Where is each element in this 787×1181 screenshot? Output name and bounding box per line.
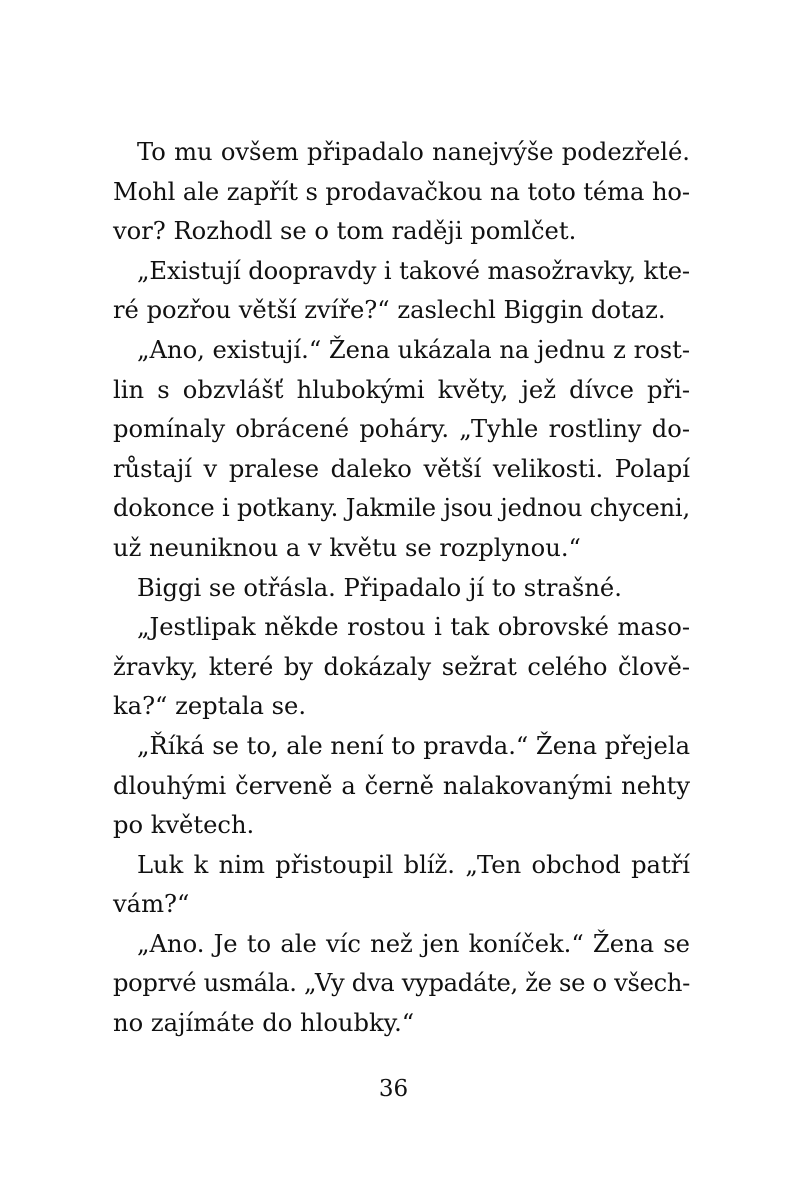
page-number: 36 [378,1076,409,1102]
text-line: Luk k nim přistoupil blíž. „Ten obchod patří [137,850,690,879]
text-line: ré pozřou větší zvíře?“ zaslechl Biggin dotaz. [113,296,666,325]
text-line: Biggi se otřásla. Připadalo jí to strašné. [137,573,622,602]
text-line: no zajímáte do hloubky.“ [113,1009,415,1038]
text-line: „Ano. Je to ale víc než jen koníček.“ Žena se [137,929,690,958]
text-line: Mohl ale zapřít s prodavačkou na toto téma ho- [113,177,690,206]
text-line: žravky, které by dokázaly sežrat celého člově- [113,652,690,681]
text-line: ka?“ zeptala se. [113,692,307,721]
text-line: To mu ovšem připadalo nanejvýše podezřelé. [137,138,690,166]
text-line: lin s obzvlášť hlubokými květy, jež dívce při- [113,375,690,404]
text-line: pomínaly obrácené poháry. „Tyhle rostliny do- [113,415,690,444]
text-line: dokonce i potkany. Jakmile jsou jednou chyceni, [113,494,690,523]
text-line: vor? Rozhodl se o tom raději pomlčet. [113,217,577,246]
text-line: „Jestlipak někde rostou i tak obrovské maso- [137,613,690,642]
text-line: „Ano, existují.“ Žena ukázala na jednu z rost- [137,335,690,364]
text-line: po květech. [113,811,255,840]
text-line: dlouhými červeně a černě nalakovanými nehty [113,771,690,800]
text-line: „Existují doopravdy i takové masožravky, kte- [137,256,690,285]
text-line: vám?“ [113,890,190,919]
text-line: „Říká se to, ale není to pravda.“ Žena přejela [137,731,690,760]
text-line: růstají v pralese daleko větší velikosti. Polapí [113,454,690,483]
body-text [113,133,690,1044]
text-line: už neuniknou a v květu se rozplynou.“ [113,533,581,562]
text-line: poprvé usmála. „Vy dva vypadáte, že se o všech- [113,969,690,998]
